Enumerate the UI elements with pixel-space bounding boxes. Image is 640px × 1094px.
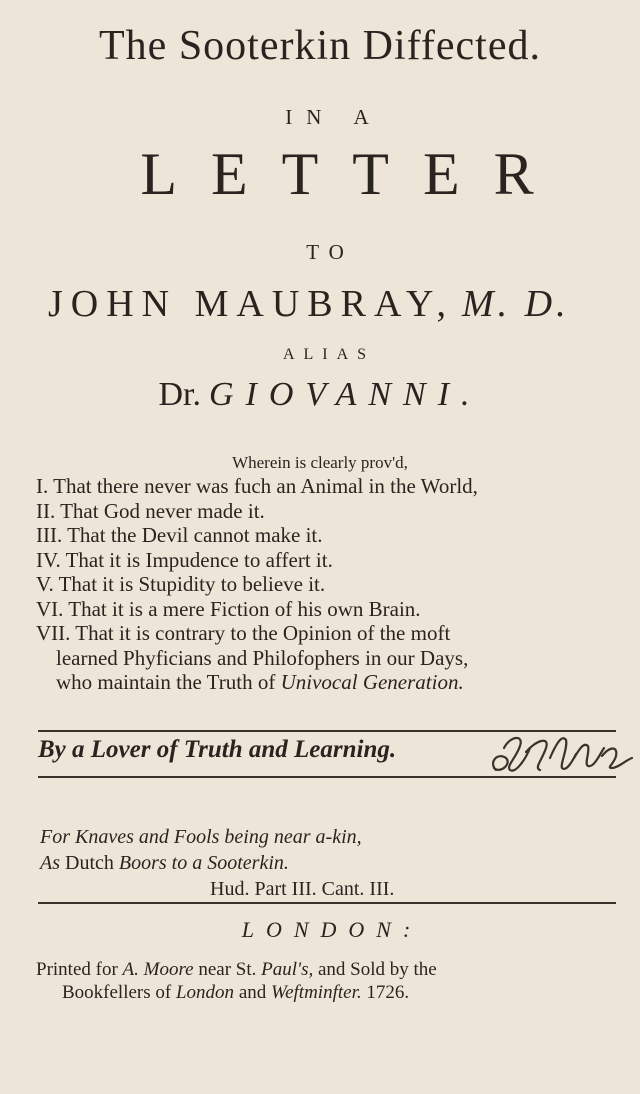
point-6: VI. That it is a mere Fiction of his own Brain. (36, 596, 421, 621)
point-2: II. That God never made it. (36, 498, 265, 523)
epigraph-source: Hud. Part III. Cant. III. (210, 878, 395, 900)
in-a-line: IN A (285, 105, 383, 129)
epigraph-as: As (40, 852, 60, 874)
dr-line (0, 376, 640, 414)
byline: By a Lover of Truth and Learning. (38, 736, 397, 763)
imprint-line-2 (36, 981, 437, 1004)
epigraph-dutch: Dutch (65, 852, 114, 874)
book-title: The Sooterkin Diffected. (99, 23, 541, 69)
rule-bottom (38, 902, 616, 904)
addressee-name: JOHN MAUBRAY, (48, 283, 454, 325)
imprint-year: 1726. (366, 982, 410, 1003)
proof-points (36, 474, 626, 695)
imprint-printer: A. Moore (122, 959, 194, 980)
epigraph-line-2 (40, 850, 394, 876)
addressee-line (48, 282, 628, 326)
point-7: VII. That it is contrary to the Opinion of the moft (36, 621, 451, 645)
point-4: IV. That it is Impudence to affert it. (36, 547, 333, 572)
addressee-degree: M. D. (461, 283, 570, 325)
to-line: TO (306, 240, 354, 264)
imprint-line-1 (36, 958, 437, 981)
imprint (36, 958, 437, 1004)
point-3: III. That the Devil cannot make it. (36, 523, 323, 547)
rule-middle (38, 776, 616, 778)
point-7-cont-2 (36, 670, 626, 695)
dr-name: GIOVANNI. (208, 376, 482, 413)
imprint-and: and (238, 982, 267, 1003)
place-london: LONDON: (241, 917, 423, 942)
epigraph-line-1: For Knaves and Fools being near a-kin, (40, 826, 362, 848)
handwritten-signature (480, 718, 640, 784)
point-7-cont-1: learned Phyficians and Philofophers in our Days, (56, 645, 469, 670)
imprint-sold: and Sold by the (318, 959, 437, 980)
imprint-printed-for: Printed for (36, 959, 118, 980)
alias-line: ALIAS (282, 346, 376, 363)
imprint-booksellers: Bookfellers of (62, 982, 172, 1003)
point-5: V. That it is Stupidity to believe it. (36, 572, 326, 596)
letter-heading: LETTER (140, 141, 568, 207)
epigraph-boors: Boors to a Sooterkin. (118, 852, 289, 874)
dr-prefix: Dr. (158, 376, 201, 413)
imprint-westminster: Weftminfter. (271, 982, 362, 1003)
imprint-london: London (175, 982, 235, 1003)
imprint-pauls: Paul's, (261, 959, 314, 980)
point-7-cont-2-text: who maintain the Truth of (56, 670, 276, 694)
point-1: I. That there never was fuch an Animal in the World, (36, 474, 478, 498)
univocal-generation: Univocal Generation. (280, 670, 464, 694)
imprint-near: near St. (198, 959, 257, 980)
wherein-line: Wherein is clearly prov'd, (232, 453, 408, 472)
epigraph (40, 824, 394, 902)
